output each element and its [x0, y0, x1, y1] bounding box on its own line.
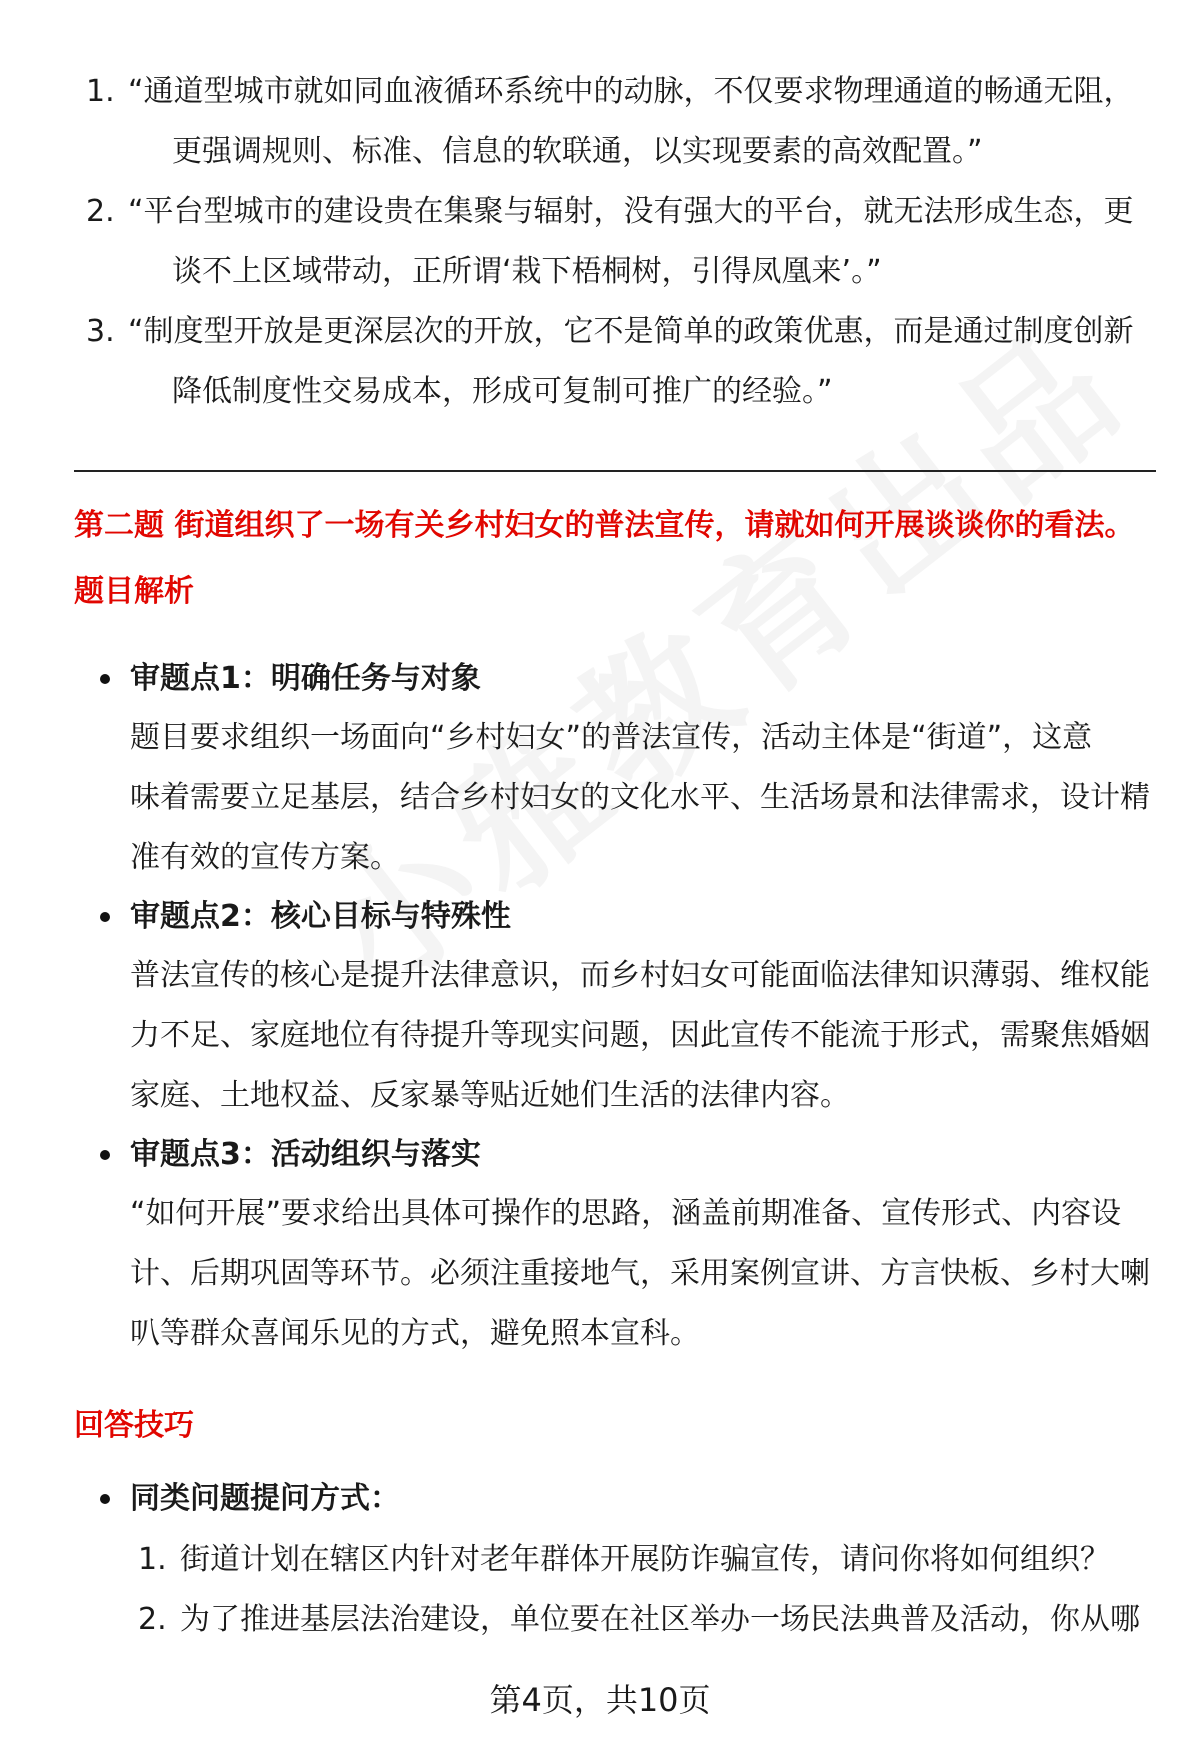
- quote-line: 谈不上区域带动，正所谓‘栽下梧桐树，引得凤凰来’。”: [172, 254, 882, 289]
- list-number: 3.: [86, 314, 115, 349]
- quote-line: “制度型开放是更深层次的开放，它不是简单的政策优惠，而是通过制度创新: [128, 314, 1134, 349]
- similar-list: [138, 1530, 1158, 1650]
- analysis-point: [96, 1126, 1156, 1364]
- page-footer: 第4页，共10页: [489, 1681, 711, 1719]
- bullet-dot: [100, 912, 110, 922]
- point-title: 审题点2：核心目标与特殊性: [130, 899, 511, 934]
- point-line: “如何开展”要求给出具体可操作的思路，涵盖前期准备、宣传形式、内容设: [130, 1196, 1122, 1231]
- skills-heading: 回答技巧: [74, 1408, 194, 1443]
- section-divider: [74, 470, 1156, 472]
- analysis-point: [96, 650, 1156, 888]
- quote-list: [86, 62, 1146, 422]
- question-title: 第二题 街道组织了一场有关乡村妇女的普法宣传，请就如何开展谈谈你的看法。: [74, 508, 1135, 543]
- list-item: [138, 1530, 1158, 1590]
- bullet-dot: [100, 1150, 110, 1160]
- list-number: 1.: [138, 1542, 167, 1577]
- similar-title: 同类问题提问方式：: [130, 1481, 400, 1516]
- point-line: 叭等群众喜闻乐见的方式，避免照本宣科。: [130, 1316, 700, 1351]
- point-line: 家庭、土地权益、反家暴等贴近她们生活的法律内容。: [130, 1078, 850, 1113]
- quote-line: 更强调规则、标准、信息的软联通，以实现要素的高效配置。”: [172, 134, 983, 169]
- point-line: 题目要求组织一场面向“乡村妇女”的普法宣传，活动主体是“街道”，这意: [130, 720, 1093, 755]
- list-text: 街道计划在辖区内针对老年群体开展防诈骗宣传，请问你将如何组织？: [180, 1542, 1110, 1577]
- point-title: 审题点3：活动组织与落实: [130, 1137, 481, 1172]
- quote-line: “通道型城市就如同血液循环系统中的动脉，不仅要求物理通道的畅通无阻，: [128, 74, 1134, 109]
- point-line: 味着需要立足基层，结合乡村妇女的文化水平、生活场景和法律需求，设计精: [130, 780, 1150, 815]
- point-line: 普法宣传的核心是提升法律意识，而乡村妇女可能面临法律知识薄弱、维权能: [130, 958, 1150, 993]
- similar-questions: [96, 1470, 1156, 1528]
- list-item: [138, 1590, 1158, 1650]
- list-item: [86, 62, 1146, 182]
- list-item: [86, 182, 1146, 302]
- list-number: 2.: [138, 1602, 167, 1637]
- analysis-heading: 题目解析: [74, 574, 194, 609]
- point-title: 审题点1：明确任务与对象: [130, 661, 481, 696]
- point-line: 计、后期巩固等环节。必须注重接地气，采用案例宣讲、方言快板、乡村大喇: [130, 1256, 1150, 1291]
- list-text: 为了推进基层法治建设，单位要在社区举办一场民法典普及活动，你从哪: [180, 1602, 1140, 1637]
- bullet-dot: [100, 674, 110, 684]
- point-line: 力不足、家庭地位有待提升等现实问题，因此宣传不能流于形式，需聚焦婚姻: [130, 1018, 1150, 1053]
- quote-line: “平台型城市的建设贵在集聚与辐射，没有强大的平台，就无法形成生态，更: [128, 194, 1134, 229]
- bullet-dot: [100, 1494, 110, 1504]
- list-number: 1.: [86, 74, 115, 109]
- quote-line: 降低制度性交易成本，形成可复制可推广的经验。”: [172, 374, 833, 409]
- list-item: [86, 302, 1146, 422]
- point-line: 准有效的宣传方案。: [130, 840, 400, 875]
- analysis-point: [96, 888, 1156, 1126]
- list-number: 2.: [86, 194, 115, 229]
